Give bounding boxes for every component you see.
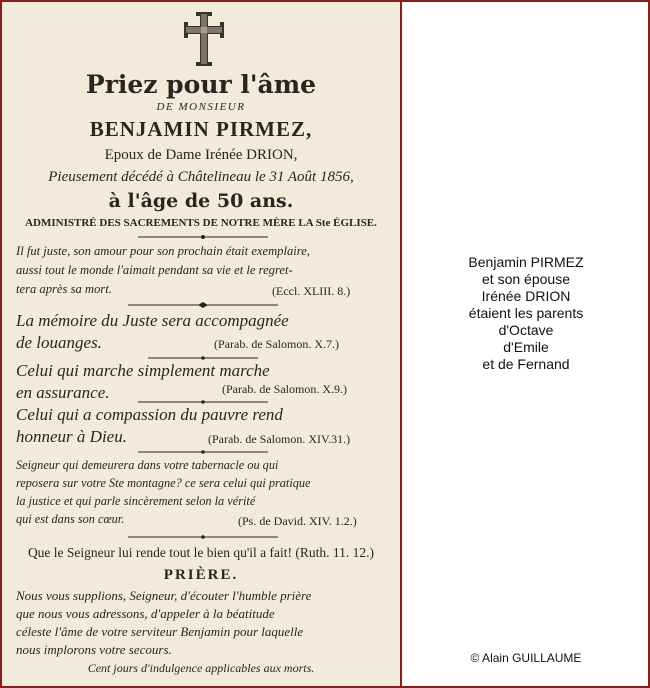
quote-reference: (Parab. de Salomon. X.9.): [222, 382, 347, 396]
prayer-title: PRIÈRE.: [163, 567, 239, 583]
caption-line: étaient les parents: [468, 305, 584, 321]
divider: [28, 533, 378, 541]
age-line: à l'âge de 50 ans.: [108, 190, 294, 212]
memorial-card: [2, 2, 402, 686]
quote-line: Celui qui a compassion du pauvre rend: [16, 405, 283, 424]
quote-line: tera après sa mort.: [16, 282, 112, 296]
quote-line: qui est dans son cœur.: [16, 512, 125, 526]
caption-line: Benjamin PIRMEZ: [468, 254, 584, 270]
caption: [402, 254, 650, 373]
caption-line: et de Fernand: [482, 356, 570, 372]
quote-reference: (Parab. de Salomon. X.7.): [214, 337, 339, 351]
death-line: Pieusement décédé à Châtelineau le 31 Août 1856,: [48, 169, 354, 185]
quote-line: aussi tout le monde l'aimait pendant sa vie et le regret-: [16, 263, 293, 277]
quote-line: en assurance.: [16, 383, 110, 402]
divider: [28, 301, 378, 309]
caption-line: et son épouse: [482, 271, 570, 287]
deceased-name: BENJAMIN PIRMEZ,: [89, 117, 313, 141]
sacraments-line: ADMINISTRÉ DES SACREMENTS DE NOTRE MÈRE LA Ste ÉGLISE.: [25, 217, 377, 229]
divider: [28, 448, 378, 456]
caption-line: d'Emile: [503, 339, 549, 355]
quote-line: reposera sur votre Ste montagne? ce sera celui qui pratique: [16, 476, 311, 490]
quote-line: La mémoire du Juste sera accompagnée: [16, 311, 289, 330]
cross-icon: [184, 12, 224, 66]
card-subheading: DE MONSIEUR: [156, 101, 246, 113]
copyright: © Alain GUILLAUME: [470, 651, 582, 665]
divider: [28, 233, 378, 241]
caption-line: Irénée DRION: [481, 288, 571, 304]
quote-line: Celui qui marche simplement marche: [16, 361, 270, 380]
prayer-line: que nous vous adressons, d'appeler à la béatitude: [16, 606, 275, 621]
prayer-line: céleste l'âme de votre serviteur Benjamin pour laquelle: [16, 624, 304, 639]
quote-reference: (Ps. de David. XIV. 1.2.): [238, 514, 357, 528]
quote-line: la justice et qui parle sincèrement selon la vérité: [16, 494, 256, 508]
indulgence-line: Cent jours d'indulgence applicables aux morts.: [87, 661, 315, 675]
quote-line: Il fut juste, son amour pour son prochain était exemplaire,: [16, 244, 310, 258]
quote-reference: (Eccl. XLIII. 8.): [272, 284, 351, 298]
prayer-line: Nous vous supplions, Seigneur, d'écouter l'humble prière: [16, 588, 312, 603]
card-heading: Priez pour l'âme: [85, 70, 317, 99]
spouse-line: Epoux de Dame Irénée DRION,: [104, 147, 298, 163]
caption-line: d'Octave: [498, 322, 554, 338]
quote-reference: (Parab. de Salomon. XIV.31.): [208, 432, 351, 446]
blessing-line: Que le Seigneur lui rende tout le bien qu'il a fait! (Ruth. 11. 12.): [27, 545, 375, 560]
quote-line: de louanges.: [16, 333, 102, 352]
prayer-line: nous implorons votre secours.: [16, 642, 172, 657]
quote-line: Seigneur qui demeurera dans votre tabernacle ou qui: [16, 458, 279, 472]
quote-line: honneur à Dieu.: [16, 427, 127, 446]
prayer-text: [16, 587, 386, 659]
